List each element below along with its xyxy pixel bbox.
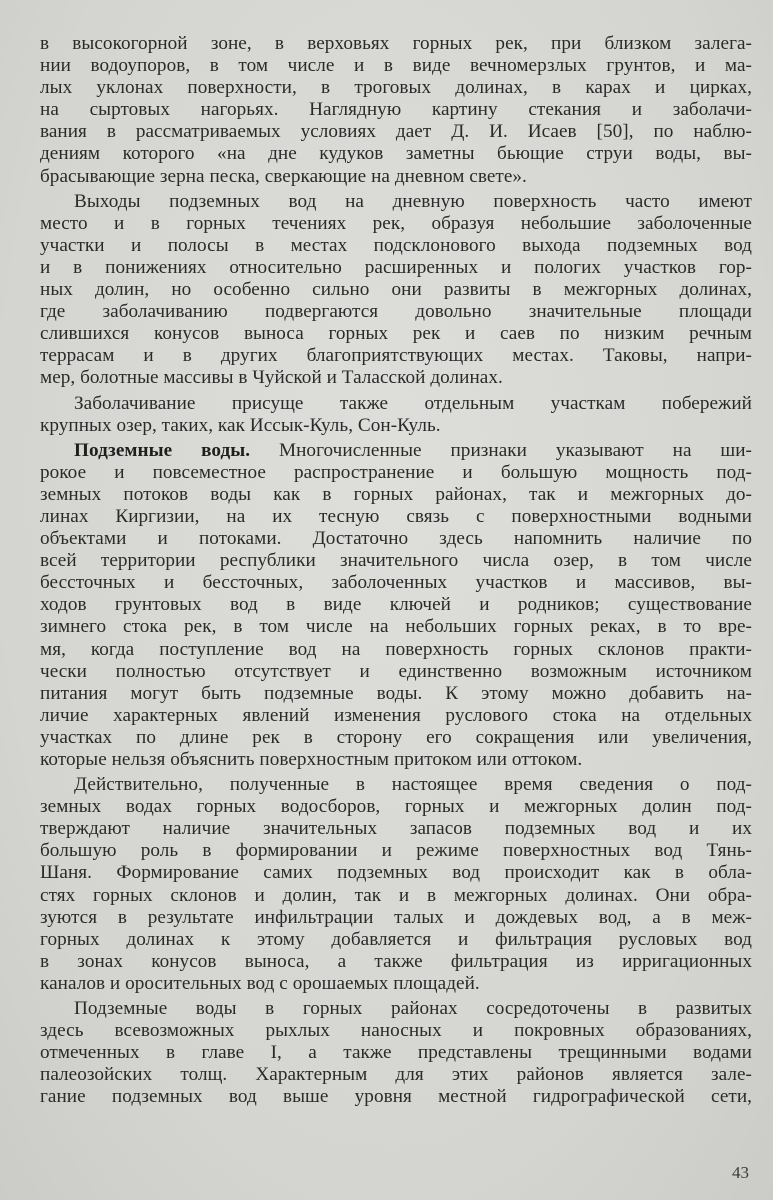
- text-line: земных водах горных водосборов, горных и межгорных долин под-: [40, 796, 752, 818]
- text-line: отмеченных в главе I, а также представлены трещинными водами: [40, 1042, 752, 1064]
- text-line: Действительно, полученные в настоящее время сведения о под-: [74, 774, 752, 796]
- text-line: рокое и повсеместное распространение и большую мощность под-: [40, 461, 752, 483]
- text-line: Выходы подземных вод на дневную поверхность часто имеют: [74, 190, 752, 212]
- text-line: большую роль в формировании и режиме поверхностных вод Тянь-: [40, 840, 752, 862]
- text-line: объектами и потоками. Достаточно здесь напомнить наличие по: [40, 528, 752, 550]
- text-line: земных потоков воды как в горных районах, так и межгорных до-: [40, 483, 752, 505]
- text-line: мер, болотные массивы в Чуйской и Таласской долинах.: [40, 367, 503, 389]
- text-line: здесь всевозможных рыхлых наносных и покровных образованиях,: [40, 1020, 752, 1042]
- text-line: крупных озер, таких, как Иссык-Куль, Сон-Куль.: [40, 414, 441, 436]
- paragraph: [40, 33, 752, 188]
- text-line: слившихся конусов выноса горных рек и саев по низким речным: [40, 323, 752, 345]
- text-line: чески полностью отсутствует и единственно возможным источником: [40, 660, 752, 682]
- text-line: брасывающие зерна песка, сверкающие на дневном свете».: [40, 165, 527, 187]
- text-line: всей территории республики значительного числа озер, в том числе: [40, 550, 752, 572]
- text-line: где заболачиванию подвергаются довольно значительные площади: [40, 301, 752, 323]
- text-line: [40, 440, 752, 462]
- text-line: в высокогорной зоне, в верховьях горных рек, при близком залега-: [40, 33, 752, 54]
- text-line: дениям которого «на дне кудуков заметны бьющие струи воды, вы-: [40, 143, 752, 165]
- text-line: тверждают наличие значительных запасов подземных вод и их: [40, 818, 752, 840]
- text-line: Заболачивание присуще также отдельным участкам побережий: [74, 392, 752, 414]
- text-line: Шаня. Формирование самих подземных вод происходит как в обла-: [40, 862, 752, 884]
- text-line: которые нельзя объяснить поверхностным притоком или оттоком.: [40, 749, 583, 770]
- paragraph: [40, 393, 752, 437]
- text-line: стях горных склонов и долин, так и в межгорных долинах. Они обра-: [40, 884, 752, 906]
- paragraph: [40, 440, 752, 771]
- text-line: бессточных и бессточных, заболоченных участков и массивов, вы-: [40, 572, 752, 594]
- paragraph: [40, 191, 752, 390]
- text-line: каналов и оросительных вод с орошаемых площадей.: [40, 972, 480, 994]
- text-line: палеозойских толщ. Характерным для этих районов является зале-: [40, 1064, 752, 1086]
- text-line: личие характерных явлений изменения руслового стока на отдельных: [40, 704, 752, 726]
- text-line: Подземные воды в горных районах сосредоточены в развитых: [74, 998, 752, 1020]
- text-line: в зонах конусов выноса, а также фильтрация из ирригационных: [40, 950, 752, 972]
- text-line: лых уклонах поверхности, в троговых долинах, в карах и цирках,: [40, 77, 752, 99]
- text-line: гание подземных вод выше уровня местной гидрографической сети,: [40, 1086, 752, 1108]
- text-line: место и в горных течениях рек, образуя небольшие заболоченные: [40, 212, 752, 234]
- text-line: линах Киргизии, на их тесную связь с поверхностными водными: [40, 505, 752, 527]
- text-line: зимнего стока рек, в том числе на небольших горных реках, в то вре-: [40, 616, 752, 638]
- text-line: ных долин, но особенно сильно они развиты в межгорных долинах,: [40, 279, 752, 301]
- text-line: горных долинах к этому добавляется и фильтрация русловых вод: [40, 928, 752, 950]
- text-fragment: Многочисленные признаки указывают на ши-: [250, 439, 752, 461]
- text-line: нии водоупоров, в том числе и в виде вечномерзлых грунтов, и ма-: [40, 55, 752, 77]
- text-line: участках по длине рек в сторону его сокращения или увеличения,: [40, 726, 752, 748]
- text-line: мя, когда поступление вод на поверхность горных склонов практи-: [40, 638, 752, 660]
- text-line: вания в рассматриваемых условиях дает Д. И. Исаев [50], по наблю-: [40, 121, 752, 143]
- text-line: зуются в результате инфильтрации талых и дождевых вод, а в меж-: [40, 906, 752, 928]
- text-line: ходов грунтовых вод в виде ключей и родников; существование: [40, 594, 752, 616]
- text-line: питания могут быть подземные воды. К этому можно добавить на-: [40, 682, 752, 704]
- text-line: террасам и в других благоприятствующих местах. Таковы, напри-: [40, 345, 752, 367]
- body-text: [40, 33, 752, 1109]
- text-line: участки и полосы в местах подсклонового выхода подземных вод: [40, 234, 752, 256]
- paragraph: [40, 998, 752, 1108]
- page-number: 43: [732, 1163, 749, 1182]
- section-heading: Подземные воды.: [74, 439, 251, 461]
- text-line: и в понижениях относительно расширенных и пологих участков гор-: [40, 256, 752, 278]
- paragraph: [40, 774, 752, 995]
- text-line: на сыртовых нагорьях. Наглядную картину стекания и заболачи-: [40, 99, 752, 121]
